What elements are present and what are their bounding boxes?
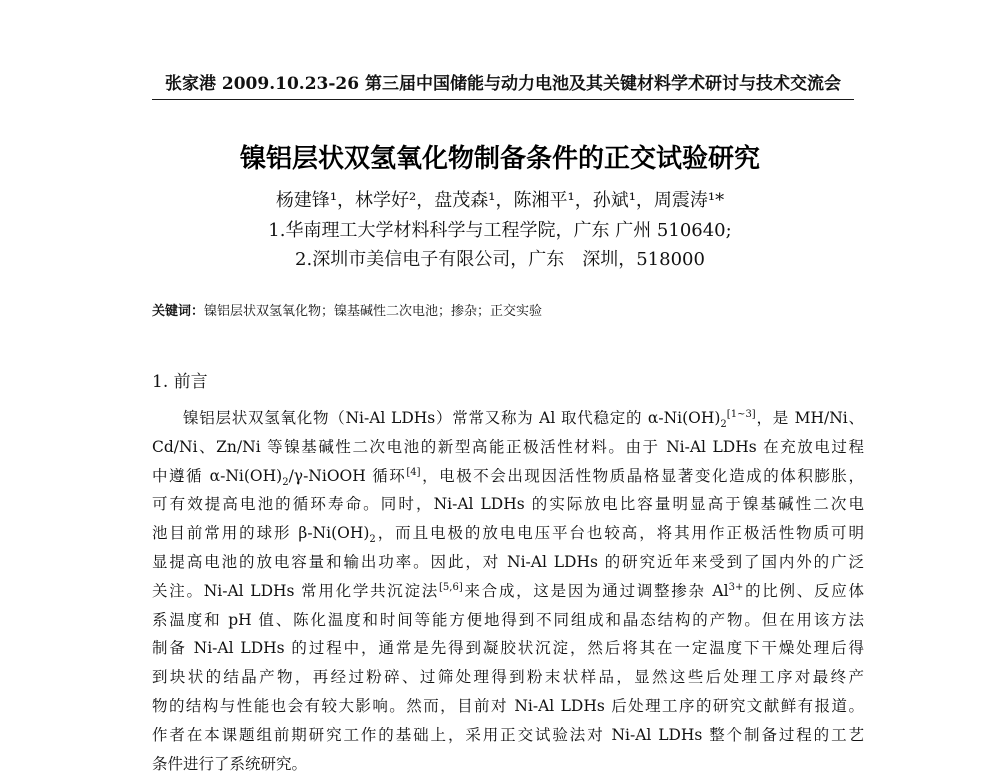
body-line: 作者在本课题组前期研究工作的基础上，采用正交试验法对 Ni-Al LDHs 整个制备过程的工艺: [152, 725, 864, 744]
body-line: 关注。Ni-Al LDHs 常用化学共沉淀法[5,6]来合成，这是因为通过调整掺杂 $Al^{3+}$的比例、反应体: [152, 581, 864, 600]
keywords-label: 关键词：: [152, 304, 205, 319]
keywords-text: 镍铝层状双氢氧化物；镍基碱性二次电池；掺杂；正交实验: [204, 304, 543, 319]
body-line: 物的结构与性能也会有较大影响。然而，目前对 Ni-Al LDHs 后处理工序的研究文献鲜有报道。: [152, 696, 864, 715]
body-line: 池目前常用的球形 $\beta-Ni(OH)_2$，而且电极的放电电压平台也较高，将其用作正极活性物质可明: [152, 524, 864, 546]
body-line: 制备 Ni-Al LDHs 的过程中，通常是先得到凝胶状沉淀，然后将其在一定温度下干燥处理后得: [152, 639, 864, 658]
body-line: 系温度和 pH 值、陈化温度和时间等能方便地得到不同组成和晶态结构的产物。但在用该方法: [152, 610, 864, 629]
section-heading: 1. 前言: [152, 372, 208, 392]
paper-title: 镍铝层状双氢氧化物制备条件的正交试验研究: [239, 144, 760, 174]
body-line: 到块状的结晶产物，再经过粉碎、过筛处理得到粉末状样品，显然这些后处理工序对最终产: [152, 668, 864, 687]
affiliation-2: 2.深圳市美信电子有限公司，广东 深圳，518000: [295, 249, 705, 270]
body-line: 中遵循 $\alpha-Ni(OH)_2/\gamma$-NiOOH 循环[4]，电极不会出现因活性物质晶格显著变化造成的体积膨胀，: [152, 466, 864, 488]
keywords-line: [152, 302, 892, 322]
body-line: 镍铝层状双氢氧化物（Ni-Al LDHs）常常又称为 Al 取代稳定的 $\alpha-Ni(OH)_2[1\sim 3]$，是 MH/Ni、: [183, 408, 864, 431]
author-list: 杨建锋¹，林学好²，盘茂森¹，陈湘平¹，孙斌¹，周震涛¹*: [275, 190, 725, 211]
body-line: 条件进行了系统研究。: [152, 754, 308, 773]
conference-header: 张家港 2009.10.23-26 第三届中国储能与动力电池及其关键材料学术研讨与技术交流会: [152, 69, 854, 100]
body-line: 显提高电池的放电容量和输出功率。因此，对 Ni-Al LDHs 的研究近年来受到了国内外的广泛: [152, 552, 864, 571]
affiliation-1: 1.华南理工大学材料科学与工程学院，广东 广州 510640;: [268, 220, 732, 241]
intro-paragraph: [152, 404, 864, 778]
body-line: Cd/Ni、Zn/Ni 等镍基碱性二次电池的新型高能正极活性材料。由于 Ni-Al LDHs 在充放电过程: [152, 437, 864, 456]
body-line: 可有效提高电池的循环寿命。同时，Ni-Al LDHs 的实际放电比容量明显高于镍基碱性二次电: [152, 495, 864, 514]
